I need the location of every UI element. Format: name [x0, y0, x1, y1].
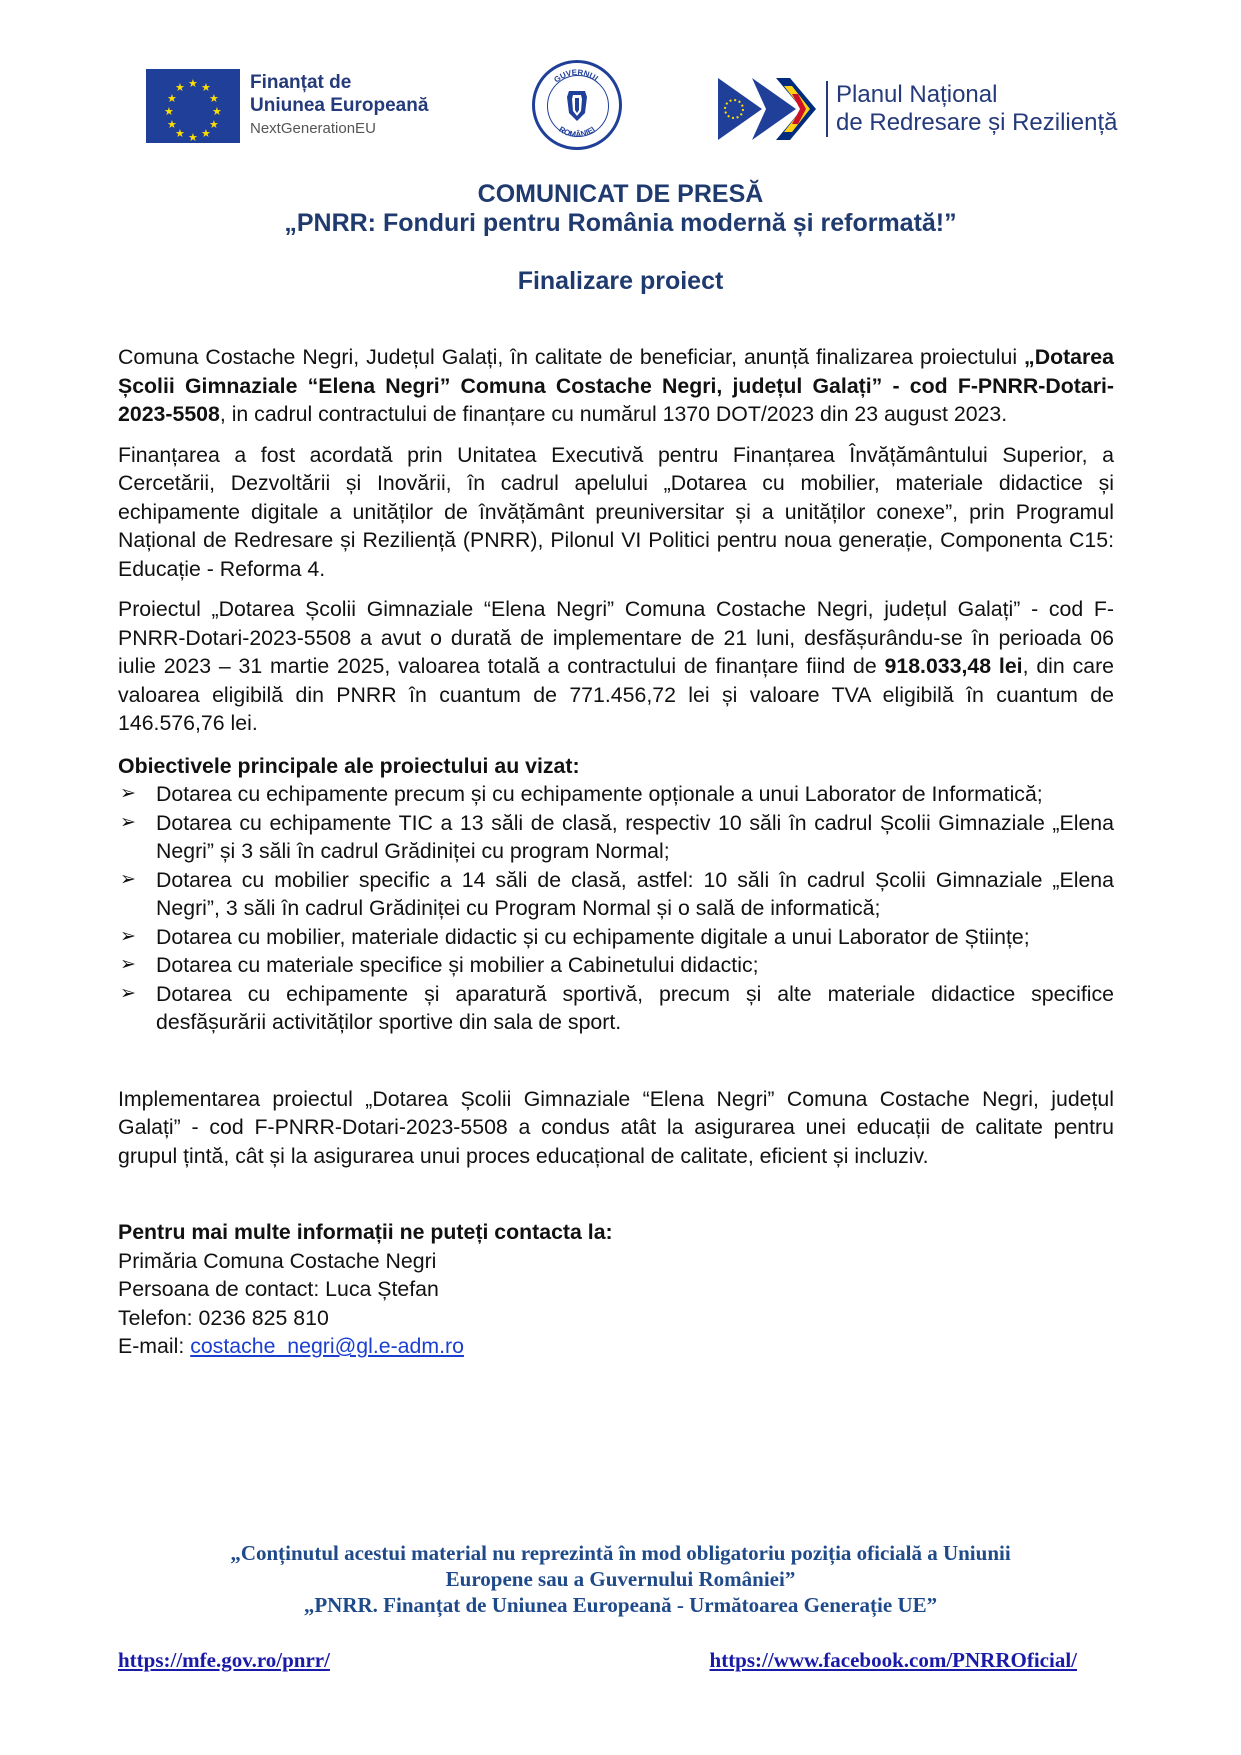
- eu-flag-icon: ★ ★ ★ ★ ★ ★ ★ ★ ★ ★ ★ ★: [146, 69, 240, 143]
- list-item: ➢ Dotarea cu echipamente precum și cu echipamente opționale a unui Laborator de Informatică;: [118, 780, 1114, 809]
- contact-phone: Telefon: 0236 825 810: [118, 1305, 329, 1330]
- paragraph-duration: Proiectul „Dotarea Școlii Gimnaziale “Elena Negri” Comuna Costache Negri, județul Galați” - cod F-PNRR-Dotari-2023-5508 a avut o durată de implementare de 21 luni, desfășurându-se în perioada 06 iulie 2023 – 31 martie 2025, valoarea totală a contractului de finanțare fiind de 918.033,48 lei, din care valoarea eligibilă din PNRR în cuantum de 771.456,72 lei și valoare TVA eligibilă în cuantum de 146.576,76 lei.: [118, 597, 1115, 735]
- email-link[interactable]: costache_negri@gl.e-adm.ro: [190, 1334, 464, 1358]
- contact-block: [118, 1218, 1114, 1361]
- pnrr-logo-line1: Planul Național: [836, 81, 998, 108]
- svg-text:ROMÂNIEI: ROMÂNIEI: [557, 124, 597, 140]
- pnrr-logo: [718, 78, 1117, 140]
- eu-logo-line1: Finanțat de: [250, 72, 352, 93]
- romanian-government-seal: [532, 60, 622, 150]
- page-subtitle: „PNRR: Fonduri pentru România modernă și reformată!”: [284, 209, 957, 237]
- list-item: ➢ Dotarea cu echipamente și aparatură sportivă, precum și alte materiale didactice specifice desfășurării activităților sportive din sala de sport.: [120, 981, 1114, 1034]
- contact-email-line: E-mail: costache_negri@gl.e-adm.ro: [118, 1334, 464, 1358]
- list-item: ➢ Dotarea cu materiale specifice și mobilier a Cabinetului didactic;: [118, 951, 1114, 980]
- objectives-title: Obiectivele principale ale proiectului au vizat:: [118, 753, 580, 778]
- disclaimer: „Conținutul acestui material nu reprezintă în mod obligatoriu poziția oficială a Uniunii Europene sau a Guvernului României” „PNRR. Finanțat de Uniunea Europeană - Următoarea Generație UE”: [230, 1541, 1011, 1617]
- eu-logo: [146, 69, 428, 143]
- eu-logo-line2: Uniunea Europeană: [250, 95, 429, 116]
- paragraph-financing: Finanțarea a fost acordată prin Unitatea Executivă pentru Finanțarea Învățământului Superior, a Cercetării, Dezvoltării și Inovării, în cadrul apelului „Dotarea cu mobilier, materiale didactice și echipamente digitale a unităților de învățământ preuniversitar și a unităților conexe”, prin Programul Național de Redresare și Reziliență (PNRR), Pilonul VI Politici pentru noua generație, Componenta C15: Educație - Reforma 4.: [118, 442, 1114, 581]
- paragraph-intro: Comuna Costache Negri, Județul Galați, în calitate de beneficiar, anunță finalizarea proiectului „Dotarea Școlii Gimnaziale “Elena Negri” Comuna Costache Negri, județul Galați” - cod F-PNRR-Dotari-2023-5508, in cadrul contractului de finanțare cu numărul 1370 DOT/2023 din 23 august 2023.: [118, 345, 1114, 426]
- eu-logo-line3: NextGenerationEU: [250, 120, 376, 137]
- document-body: [118, 343, 1114, 1361]
- svg-text:GUVERNUL: GUVERNUL: [552, 67, 602, 85]
- page-title: COMUNICAT DE PRESĂ: [477, 180, 764, 208]
- pnrr-arrow-icon: [718, 78, 818, 140]
- arrow-bullet-icon: ➢: [120, 925, 136, 947]
- contact-person: Persoana de contact: Luca Ștefan: [118, 1277, 439, 1301]
- contact-title: Pentru mai multe informații ne puteți contacta la:: [118, 1220, 613, 1244]
- arrow-bullet-icon: ➢: [120, 954, 136, 975]
- pnrr-logo-line2: de Redresare și Reziliență: [836, 109, 1118, 136]
- paragraph-conclusion: Implementarea proiectul „Dotarea Școlii Gimnaziale “Elena Negri” Comuna Costache Negri, județul Galați” - cod F-PNRR-Dotari-2023-5508 a condus atât la asigurarea unei educații de calitate pentru grupul țintă, cât și la asigurarea unui proces educațional de calitate, eficient și incluziv.: [118, 1086, 1114, 1168]
- contact-institution: Primăria Comuna Costache Negri: [118, 1248, 437, 1273]
- government-seal-icon: [535, 63, 619, 147]
- list-item: ➢ Dotarea cu mobilier specific a 14 săli de clasă, astfel: 10 săli în cadrul Școlii Gimnaziale „Elena Negri”, 3 săli în cadrul Grădiniței cu Program Normal și o sală de informatică;: [120, 867, 1114, 920]
- press-release-titles: [0, 180, 1241, 296]
- arrow-bullet-icon: ➢: [120, 811, 136, 833]
- list-item: ➢ Dotarea cu echipamente TIC a 13 săli de clasă, respectiv 10 săli în cadrul Școlii Gimnaziale „Elena Negri” și 3 săli în cadrul Grădiniței cu program Normal;: [120, 810, 1114, 863]
- section-title: Finalizare proiect: [517, 267, 724, 295]
- project-name: „Dotarea Școlii Gimnaziale “Elena Negri” Comuna Costache Negri, județul Galați” - cod F-PNRR-Dotari-2023-5508: [118, 345, 1114, 426]
- arrow-bullet-icon: ➢: [120, 868, 136, 890]
- arrow-bullet-icon: ➢: [120, 982, 136, 1004]
- objectives-list: [118, 780, 1114, 1037]
- arrow-bullet-icon: ➢: [120, 783, 136, 804]
- mfe-pnrr-link[interactable]: https://mfe.gov.ro/pnrr/: [118, 1648, 330, 1672]
- total-value: 918.033,48 lei: [884, 654, 1023, 678]
- facebook-pnrr-link[interactable]: https://www.facebook.com/PNRROficial/: [709, 1648, 1077, 1672]
- list-item: ➢ Dotarea cu mobilier, materiale didactic și cu echipamente digitale a unui Laborator de Științe;: [118, 923, 1114, 952]
